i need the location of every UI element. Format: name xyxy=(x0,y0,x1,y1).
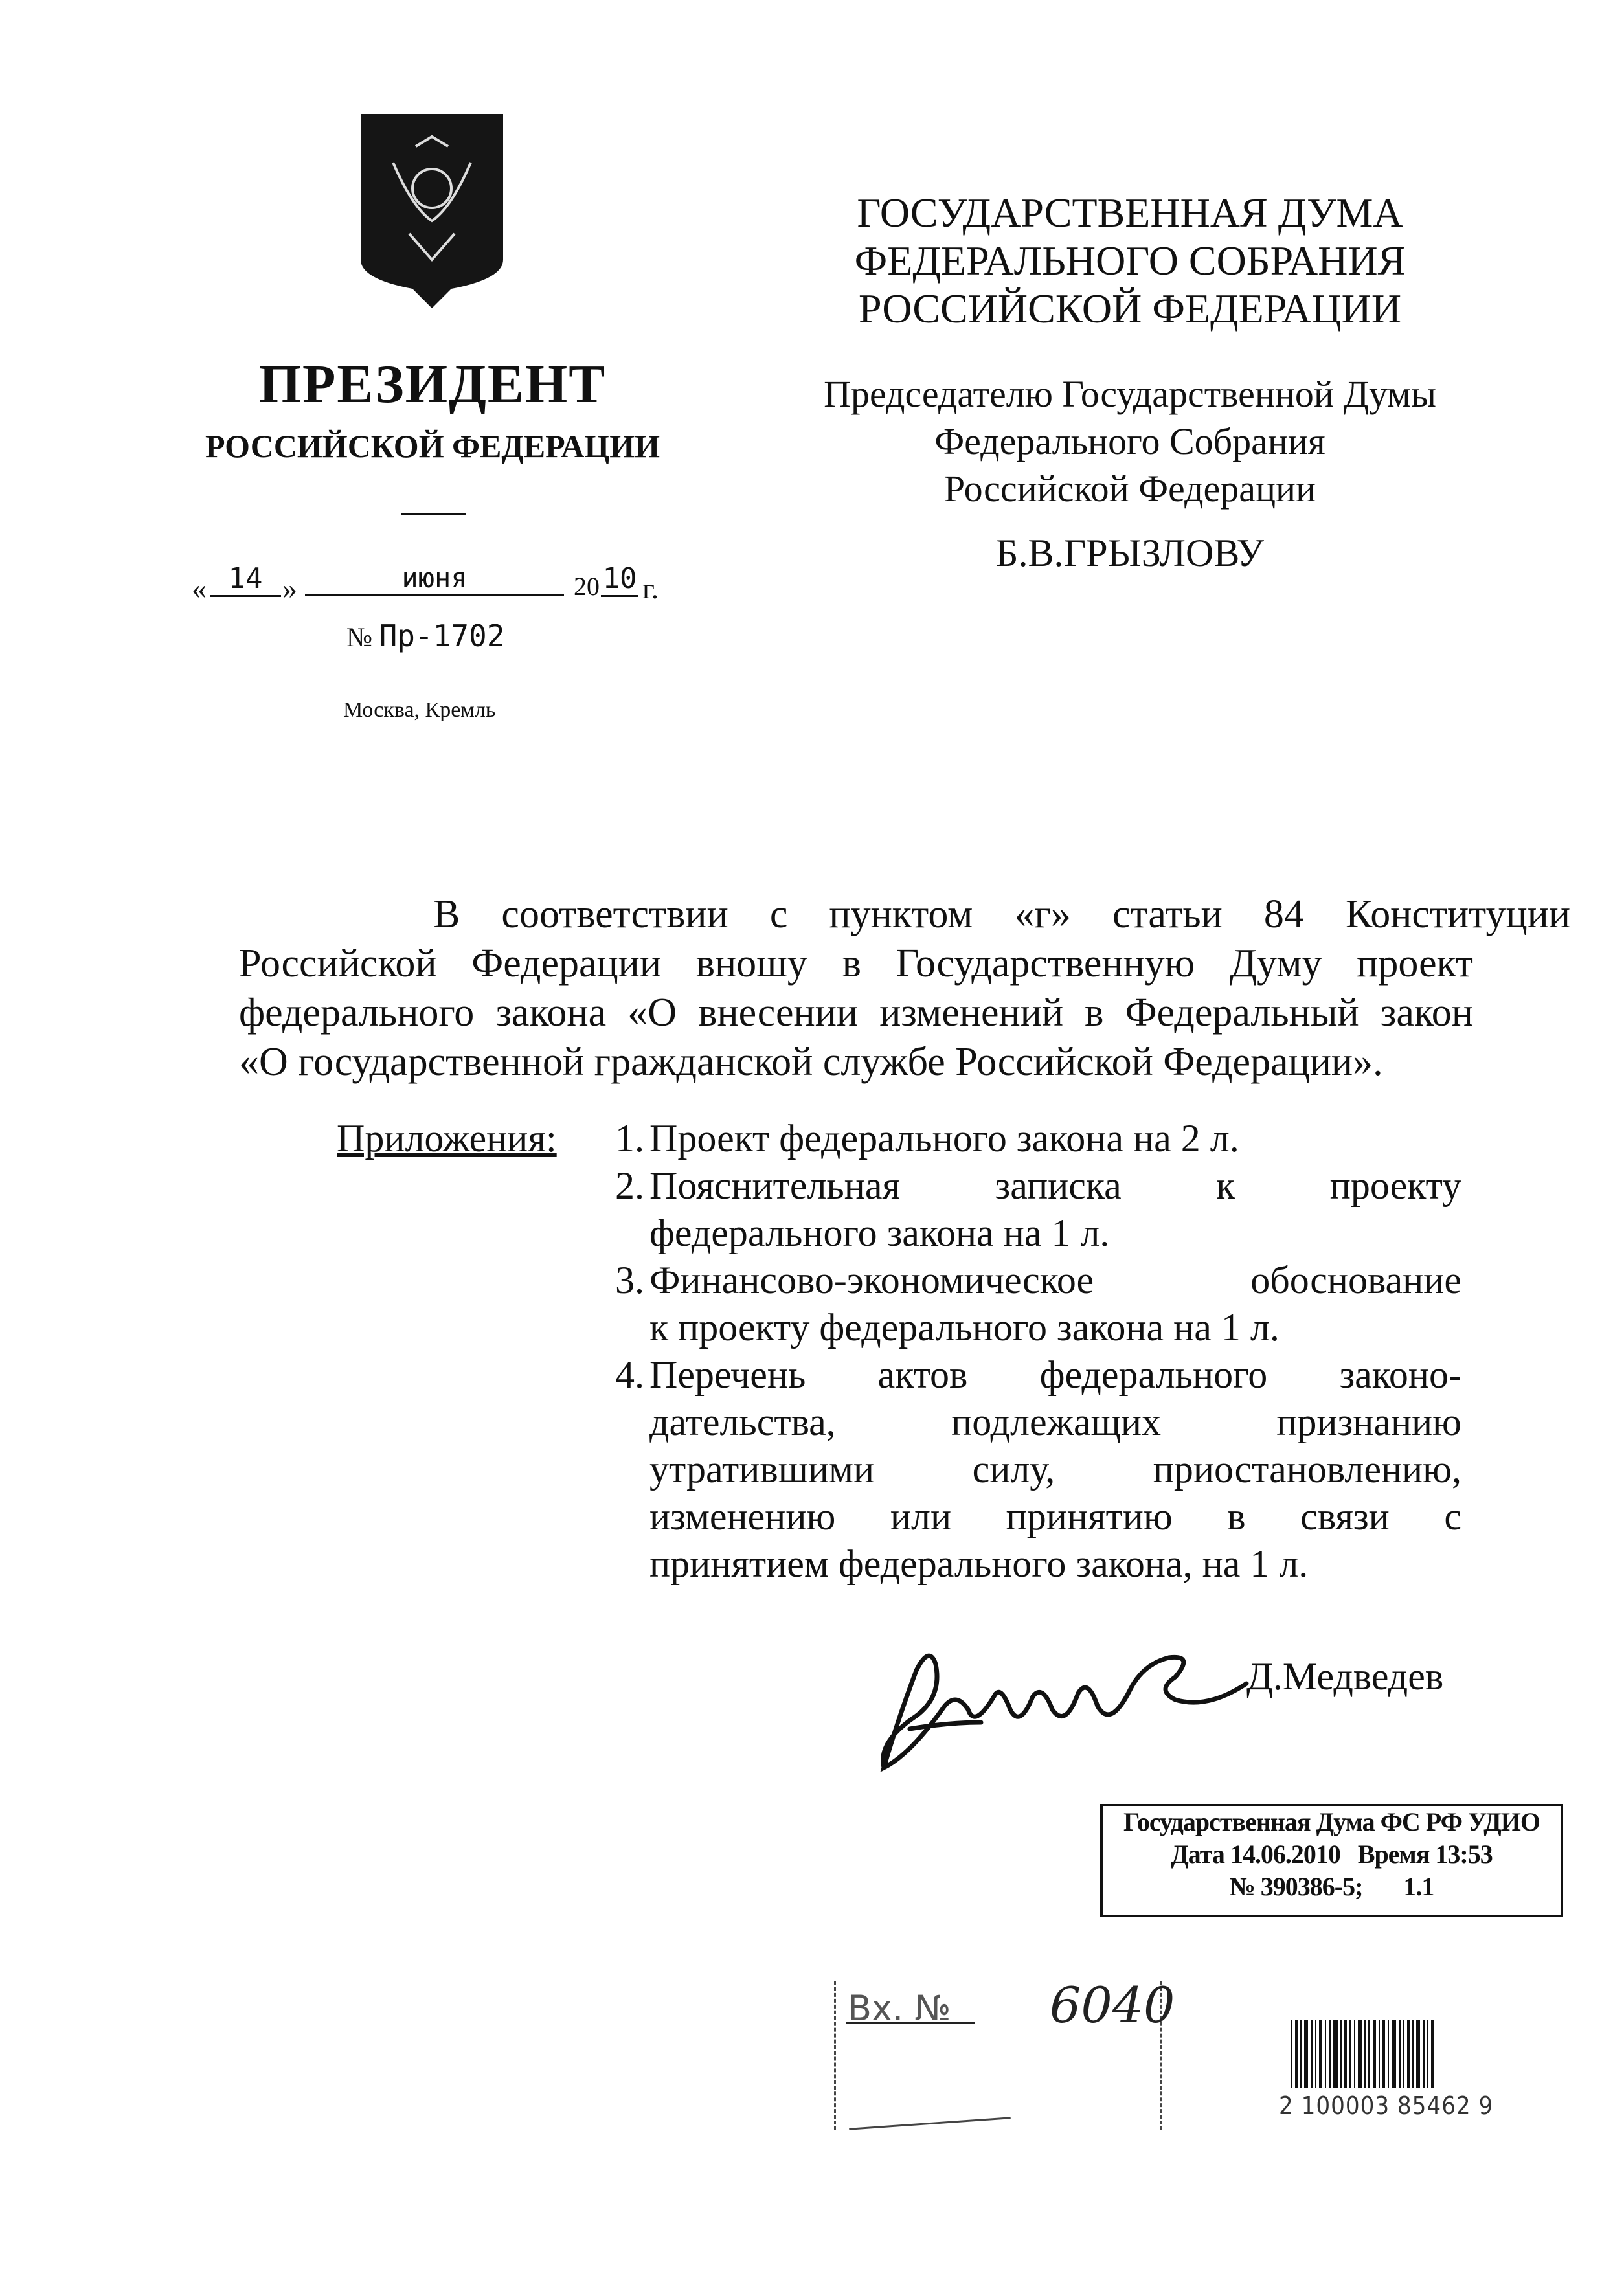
recipient-org-line: ФЕДЕРАЛЬНОГО СОБРАНИЯ xyxy=(854,238,1406,284)
date-g: г. xyxy=(642,572,659,605)
attachment-num: 1. xyxy=(615,1117,644,1160)
attachment-line: утратившими силу, приостановлению, xyxy=(649,1448,1461,1491)
handwritten-signature xyxy=(871,1638,1259,1781)
barcode-bar xyxy=(1315,2020,1316,2088)
attachment-num: 2. xyxy=(615,1164,644,1207)
incoming-stamp xyxy=(834,1976,1175,2130)
body-line: федерального закона «О внесении изменений в Федеральный закон xyxy=(239,991,1473,1035)
barcode-bar xyxy=(1291,2020,1292,2088)
attachment-line: к проекту федерального закона на 1 л. xyxy=(649,1306,1280,1349)
barcode-bar xyxy=(1407,2020,1410,2088)
addressee xyxy=(745,370,1515,512)
barcode-bar xyxy=(1349,2020,1351,2088)
barcode-bar xyxy=(1388,2020,1389,2088)
stamp-number: № 390386-5; xyxy=(1229,1872,1363,1901)
sender-title: ПРЕЗИДЕНТ xyxy=(258,354,607,414)
barcode-bar xyxy=(1403,2020,1404,2088)
barcode-bar xyxy=(1325,2020,1326,2088)
barcode-bar xyxy=(1340,2020,1342,2088)
barcode-bar xyxy=(1358,2020,1362,2088)
attachment-line: Финансово-экономическое обоснование xyxy=(649,1259,1461,1301)
barcode-bar xyxy=(1412,2020,1414,2088)
stamp-line-datetime xyxy=(1103,1838,1561,1871)
barcode-bar xyxy=(1392,2020,1396,2088)
attachment-line: дательства, подлежащих признанию xyxy=(649,1401,1461,1443)
body-line: Российской Федерации вношу в Государственную Думу проект xyxy=(239,941,1473,986)
date-year-prefix: 20 xyxy=(574,572,600,601)
document-date: « 14 » июня 20 10 г. xyxy=(192,562,659,605)
recipient-org xyxy=(745,189,1515,333)
barcode-bar xyxy=(1333,2020,1338,2088)
number-value: Пр-1702 xyxy=(379,618,505,653)
barcode-bar xyxy=(1300,2020,1302,2088)
attachment-line: Пояснительная записка к проекту xyxy=(649,1164,1461,1207)
date-year-suffix: 10 xyxy=(601,562,638,597)
barcode-number: 2 100003 85462 9 xyxy=(1279,2091,1494,2120)
barcode-bar xyxy=(1382,2020,1385,2088)
addressee-line: Федерального Собрания xyxy=(934,420,1325,462)
date-day: 14 xyxy=(210,562,281,597)
body-line: В соответствии с пунктом «г» статьи 84 Конституции xyxy=(433,892,1570,936)
barcode-bar xyxy=(1364,2020,1366,2088)
signatory-name: Д.Медведев xyxy=(1246,1655,1444,1698)
attachment-line: Проект федерального закона на 2 л. xyxy=(649,1117,1239,1160)
barcode-bar xyxy=(1379,2020,1380,2088)
document-number xyxy=(346,618,504,653)
stamp-time: Время 13:53 xyxy=(1357,1840,1493,1869)
stamp-line-number xyxy=(1103,1871,1561,1903)
addressee-line: Российской Федерации xyxy=(943,468,1316,510)
barcode-bar xyxy=(1329,2020,1331,2088)
addressee-line: Председателю Государственной Думы xyxy=(824,373,1436,415)
barcode-bar xyxy=(1304,2020,1308,2088)
registration-stamp xyxy=(1100,1804,1563,1917)
attachment-line: принятием федерального закона, на 1 л. xyxy=(649,1542,1309,1585)
stamp-line-org: Государственная Дума ФС РФ УДИО xyxy=(1123,1807,1540,1836)
attachment-line: изменению или принятию в связи с xyxy=(649,1495,1461,1538)
stamp-date: Дата 14.06.2010 xyxy=(1171,1840,1340,1869)
barcode-bar xyxy=(1368,2020,1370,2088)
incoming-label: Вх. № xyxy=(848,1988,951,2029)
incoming-number: 6040 xyxy=(1050,1976,1175,2034)
barcode-bar xyxy=(1344,2020,1347,2088)
barcode-bar xyxy=(1416,2020,1420,2088)
attachment-num: 3. xyxy=(615,1259,644,1301)
recipient-org-line: РОССИЙСКОЙ ФЕДЕРАЦИИ xyxy=(858,286,1402,332)
barcode-bar xyxy=(1311,2020,1313,2088)
place: Москва, Кремль xyxy=(343,698,496,722)
barcode-bar xyxy=(1427,2020,1428,2088)
barcode-bar xyxy=(1373,2020,1376,2088)
attachments-label: Приложения: xyxy=(337,1117,557,1160)
addressee-name: Б.В.ГРЫЗЛОВУ xyxy=(996,532,1264,574)
sender-subtitle: РОССИЙСКОЙ ФЕДЕРАЦИИ xyxy=(205,428,660,464)
barcode-bar xyxy=(1431,2020,1434,2088)
body-line: «О государственной гражданской службе Российской Федерации». xyxy=(239,1040,1383,1084)
attachment-num: 4. xyxy=(615,1353,644,1396)
barcode-bar xyxy=(1295,2020,1298,2088)
barcode-bar xyxy=(1354,2020,1355,2088)
recipient-org-line: ГОСУДАРСТВЕННАЯ ДУМА xyxy=(857,190,1403,236)
divider xyxy=(401,513,466,515)
attachment-line: федерального закона на 1 л. xyxy=(649,1211,1110,1254)
number-label: № xyxy=(346,623,373,653)
barcode-bar xyxy=(1319,2020,1322,2088)
barcode-bar xyxy=(1423,2020,1425,2088)
coat-of-arms-emblem xyxy=(354,111,510,311)
attachment-line: Перечень актов федерального законо- xyxy=(649,1353,1461,1396)
barcode-bar xyxy=(1399,2020,1401,2088)
date-month: июня xyxy=(305,562,564,596)
stamp-copy: 1.1 xyxy=(1403,1872,1434,1901)
